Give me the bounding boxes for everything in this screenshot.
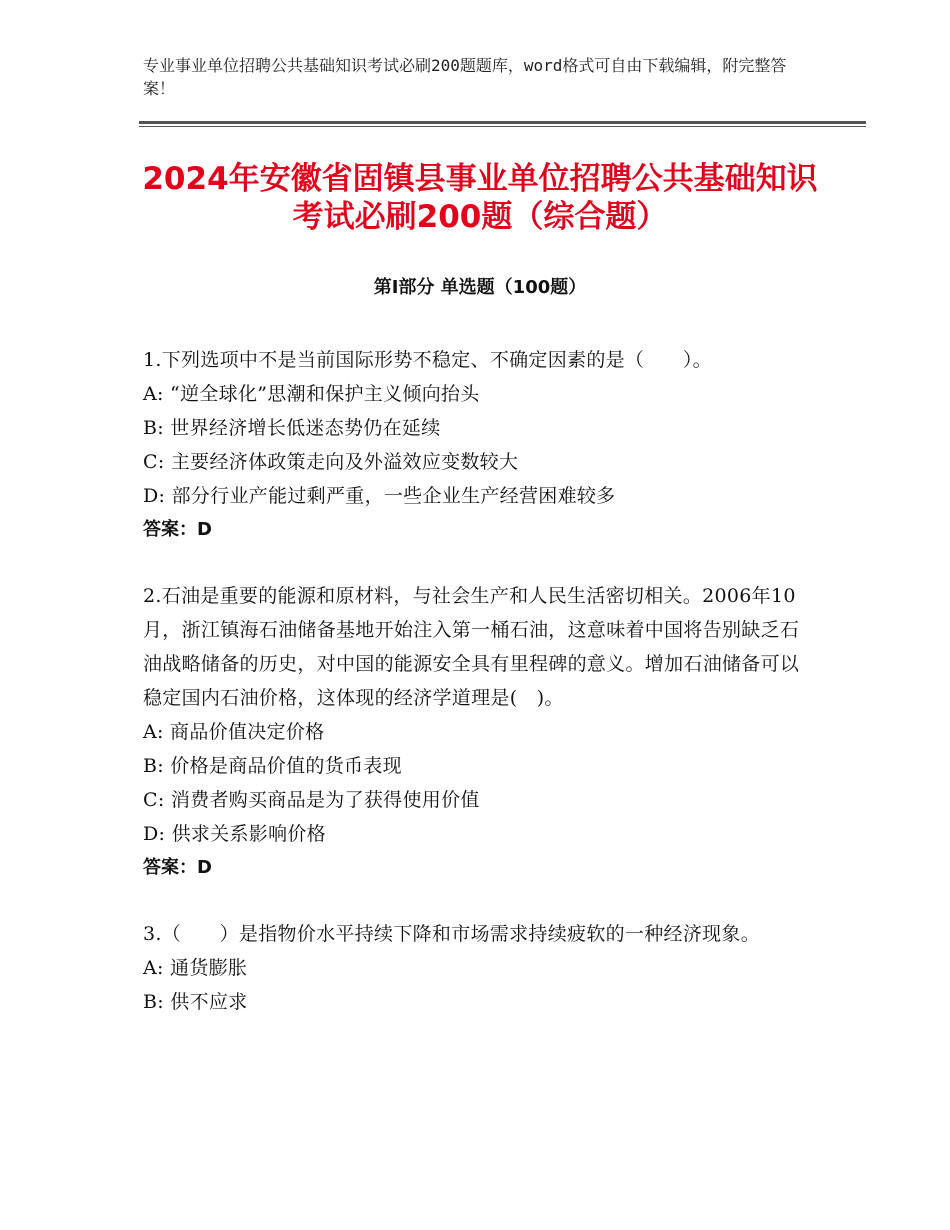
question-stem: 2.石油是重要的能源和原材料，与社会生产和人民生活密切相关。2006年10月，浙江镇海石油储备基地开始注入第一桶石油，这意味着中国将告别缺乏石油战略储备的历史，对中国的能源安全具有里程碑的意义。增加石油储备可以稳定国内石油价格，这体现的经济学道理是( )。 — [143, 585, 800, 709]
answer-label: 答案：D — [143, 519, 212, 540]
option-a: A: 商品价值决定价格 — [143, 721, 325, 743]
answer-label: 答案：D — [143, 857, 212, 878]
question-1 — [143, 343, 803, 547]
question-3 — [143, 917, 803, 1019]
question-list — [143, 343, 803, 1051]
option-c: C: 消费者购买商品是为了获得使用价值 — [143, 789, 480, 811]
option-c: C: 主要经济体政策走向及外溢效应变数较大 — [143, 451, 519, 473]
document-title: 2024年安徽省固镇县事业单位招聘公共基础知识考试必刷200题（综合题） — [142, 161, 818, 235]
option-a: A: 通货膨胀 — [143, 957, 248, 979]
option-d: D: 部分行业产能过剩严重，一些企业生产经营困难较多 — [143, 485, 616, 507]
section-title: 第Ⅰ部分 单选题（100题） — [373, 277, 587, 298]
header-divider-thin — [139, 126, 866, 127]
option-b: B: 世界经济增长低迷态势仍在延续 — [143, 417, 441, 439]
header-note: 专业事业单位招聘公共基础知识考试必刷200题题库，word格式可自由下载编辑，附完整答案！ — [143, 56, 787, 98]
question-stem: 3.（ ）是指物价水平持续下降和市场需求持续疲软的一种经济现象。 — [143, 923, 761, 945]
question-2 — [143, 579, 803, 885]
option-d: D: 供求关系影响价格 — [143, 823, 326, 845]
question-stem: 1.下列选项中不是当前国际形势不稳定、不确定因素的是（ ）。 — [143, 349, 712, 371]
option-a: A: “逆全球化”思潮和保护主义倾向抬头 — [143, 383, 480, 405]
option-b: B: 供不应求 — [143, 991, 248, 1013]
header-divider-thick — [139, 121, 866, 124]
option-b: B: 价格是商品价值的货币表现 — [143, 755, 402, 777]
